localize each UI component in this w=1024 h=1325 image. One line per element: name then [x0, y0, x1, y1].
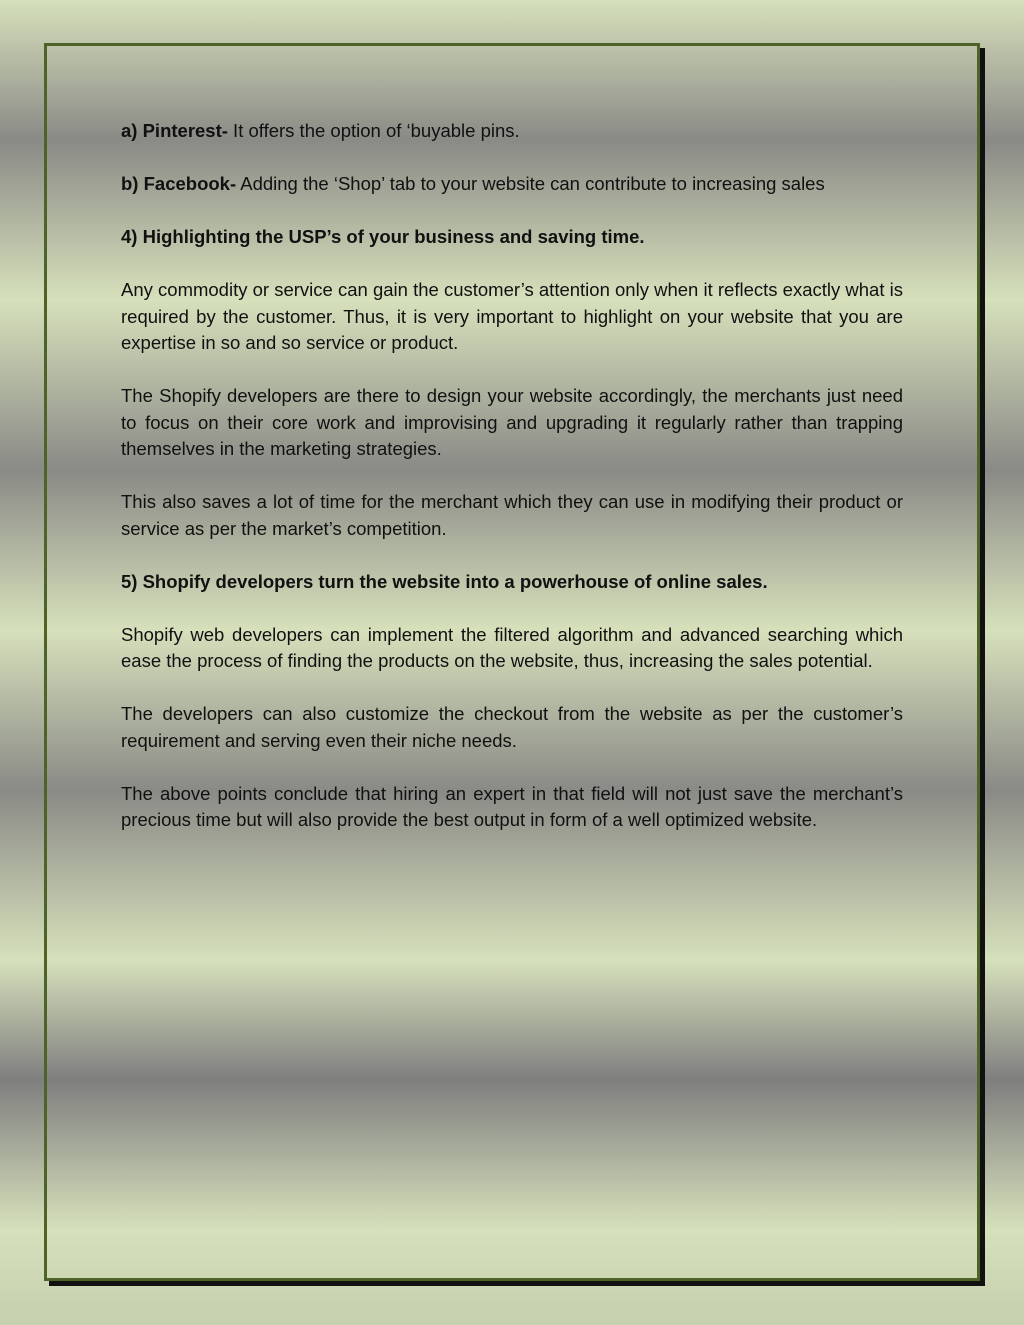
paragraph-attention: Any commodity or service can gain the customer’s attention only when it reflects exactly what is required by the customer. Thus, it is very important to highlight on your website that you are expertise in so and so service or product. [121, 279, 903, 353]
heading-usp-text: 4) Highlighting the USP’s of your business and saving time. [121, 226, 645, 247]
heading-powerhouse [121, 569, 903, 596]
item-pinterest-text: It offers the option of ‘buyable pins. [227, 120, 520, 141]
paragraph-checkout: The developers can also customize the checkout from the website as per the customer’s requirement and serving even their niche needs. [121, 703, 903, 751]
heading-usp [121, 224, 903, 251]
paragraph-time: This also saves a lot of time for the merchant which they can use in modifying their product or service as per the market’s competition. [121, 491, 903, 539]
paragraph-conclusion: The above points conclude that hiring an expert in that field will not just save the merchant’s precious time but will also provide the best output in form of a well optimized website. [121, 782, 903, 830]
heading-powerhouse-text: 5) Shopify developers turn the website into a powerhouse of online sales. [121, 570, 768, 592]
item-facebook [121, 171, 903, 198]
item-pinterest [121, 118, 903, 145]
item-pinterest-label: a) Pinterest- [121, 120, 228, 141]
document-body [121, 118, 903, 860]
paragraph-algorithm: Shopify web developers can implement the filtered algorithm and advanced searching which ease the process of finding the products on the website, thus, increasing the sales potential. [121, 623, 903, 671]
paragraph-design: The Shopify developers are there to design your website accordingly, the merchants just need to focus on their core work and improvising and upgrading it regularly rather than trapping themselves in the marketing strategies. [121, 385, 903, 459]
item-facebook-text: Adding the ‘Shop’ tab to your website can contribute to increasing sales [236, 173, 825, 194]
item-facebook-label: b) Facebook- [121, 173, 237, 194]
